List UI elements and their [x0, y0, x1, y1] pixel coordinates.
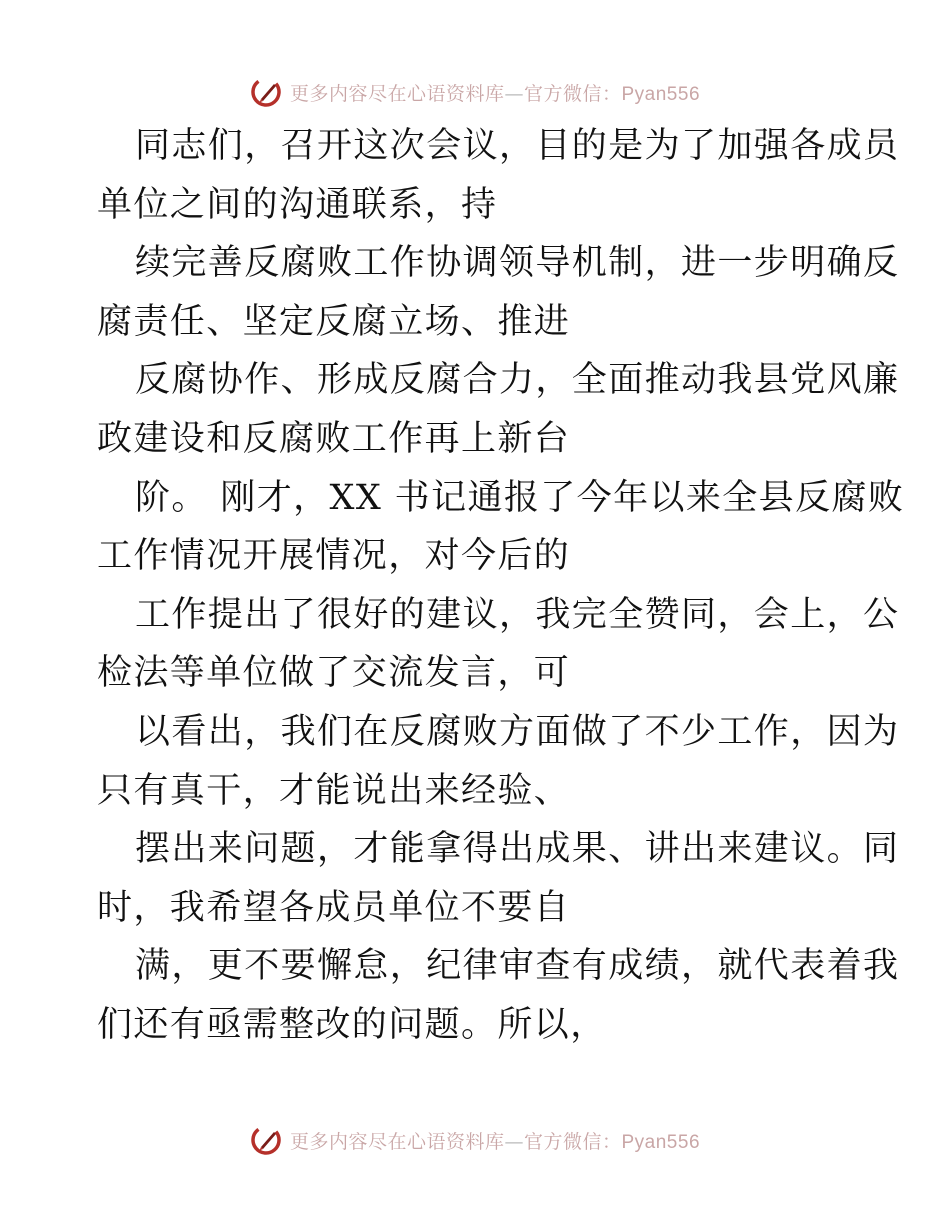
paragraph-line: 工作情况开展情况，对今后的: [97, 536, 571, 577]
paragraph-line: 摆出来问题，才能拿得出成果、讲出来建议。同: [135, 829, 900, 870]
paragraph-line: 续完善反腐败工作协调领导机制，进一步明确反: [135, 243, 900, 284]
document-body: [97, 117, 905, 1055]
banner-title: 更多内容尽在心语资料库: [289, 1130, 505, 1153]
paragraph-line: 们还有亟需整改的问题。所以，: [97, 1004, 607, 1045]
paragraph-line: 只有真干，才能说出来经验、: [97, 770, 571, 811]
paragraph-line: 检法等单位做了交流发言，可: [97, 653, 571, 694]
paragraph-line: 单位之间的沟通联系，持: [97, 184, 498, 225]
paragraph-line: 满，更不要懈怠，纪律审查有成绩，就代表着我: [135, 946, 900, 987]
paragraph-line: 工作提出了很好的建议，我完全赞同，会上，公: [135, 594, 900, 635]
banner-wechat-id: Pyan556: [621, 1131, 701, 1153]
banner-dash: —: [504, 1130, 524, 1153]
paragraph-line: 同志们，召开这次会议，目的是为了加强各成员: [135, 126, 900, 166]
banner-dash: —: [504, 82, 524, 105]
paragraph-line: 阶。 刚才，XX 书记通报了今年以来全县反腐败: [135, 477, 905, 518]
paragraph-line: 反腐协作、形成反腐合力，全面推动我县党风廉: [135, 360, 900, 401]
banner-title: 更多内容尽在心语资料库: [289, 82, 505, 105]
banner-text: [290, 1127, 700, 1154]
paragraph-line: 时，我希望各成员单位不要自: [97, 887, 571, 928]
banner-wechat-label: 官方微信：: [523, 1130, 622, 1153]
banner-text: [290, 79, 700, 106]
pen-logo-icon: [250, 76, 282, 108]
banner-wechat-label: 官方微信：: [523, 82, 622, 105]
paragraph-line: 以看出，我们在反腐败方面做了不少工作，因为: [135, 711, 900, 752]
header-banner: [0, 72, 950, 112]
paragraph-line: 政建设和反腐败工作再上新台: [97, 418, 571, 459]
paragraph-line: 腐责任、坚定反腐立场、推进: [97, 301, 571, 342]
pen-logo-icon: [250, 1124, 282, 1156]
banner-wechat-id: Pyan556: [621, 83, 701, 105]
footer-banner: [0, 1120, 950, 1160]
